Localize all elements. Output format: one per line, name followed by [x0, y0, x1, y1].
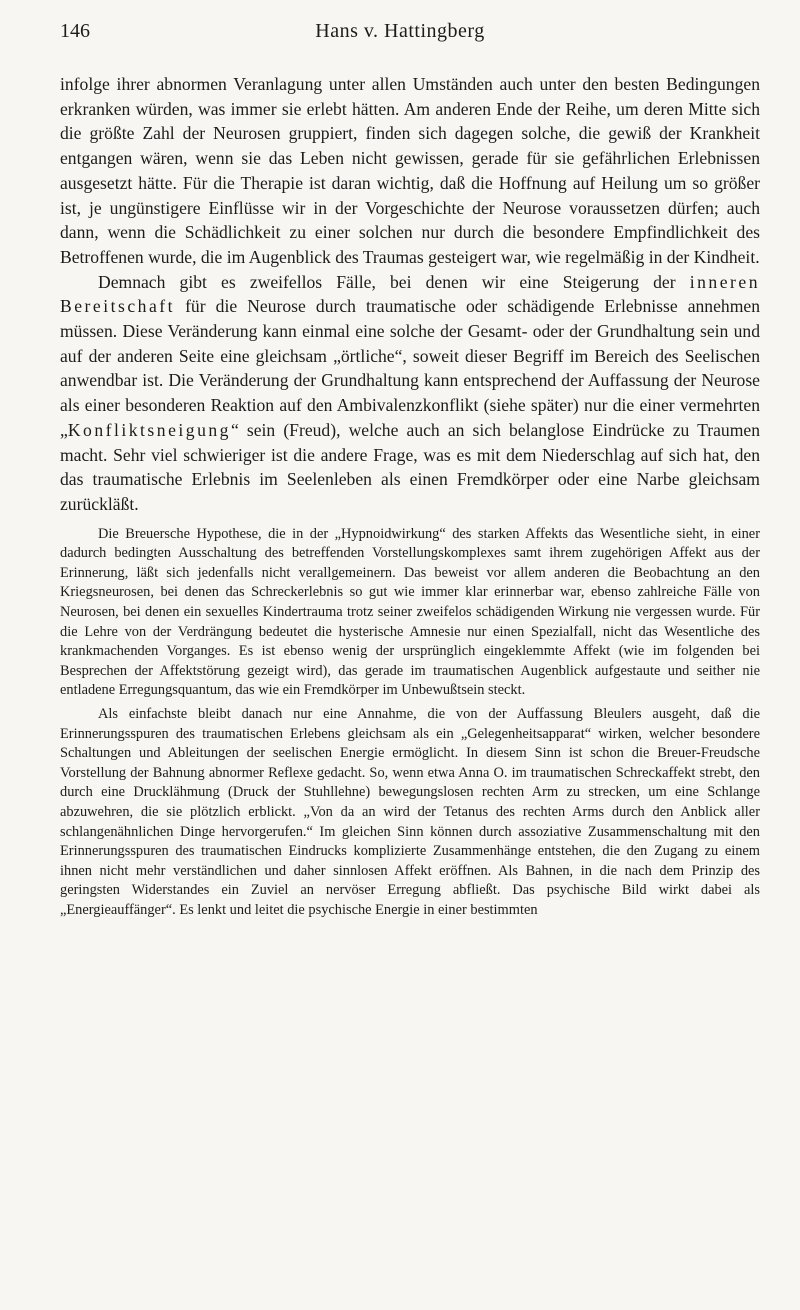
small-paragraph-1: [60, 525, 760, 701]
small-print-text: [60, 525, 760, 921]
paragraph-2-text-c: “ sein (Freud), welche auch an sich belanglose Eindrücke zu Traumen macht. Sehr viel schwieriger ist die andere Frage, was es mit dem Niederschlag auf sich hat, den das traumatische Erlebnis im Seelenleben als einen Fremdkörper oder eine Narbe gleichsam zurückläßt.: [60, 419, 760, 514]
paragraph-2-text-b: für die Neurose durch traumatische oder schädigende Erlebnisse annehmen müssen. Diese Veränderung kann einmal eine solche der Gesamt- oder der Grundhaltung sein und auf der anderen Seite eine gleichsam „örtliche“, soweit dieser Begriff im Bereich des Seelischen anwendbar ist. Die Veränderung der Grundhaltung kann entsprechend der Auffassung der Neurose als einer besonderen Reaktion auf den Ambivalenzkonflikt (siehe später) nur die einer vermehrten „: [60, 296, 760, 440]
paragraph-2: [60, 270, 760, 517]
paragraph-1-text: infolge ihrer abnormen Veranlagung unter allen Umständen auch unter den besten Bedingungen erkranken würden, was immer sie erlebt hätten. Am anderen Ende der Reihe, um deren Mitte sich die größte Zahl der Neurosen gruppiert, finden sich dagegen solche, die gewiß der Krankheit entgangen wären, wenn sie das Leben nicht gewissen, gerade für sie gefährlichen Erlebnissen ausgesetzt hätte. Für die Therapie ist daran wichtig, daß die Hoffnung auf Heilung um so größer ist, je ungünstigere Einflüsse wir in der Vorgeschichte der Neurose voraussetzen dürfen; auch dann, wenn die Schädlichkeit zu einer solchen nur durch die besondere Empfindlichkeit des Betroffenen wurde, die im Augenblick des Traumas gesteigert war, wie regelmäßig in der Kindheit.: [60, 74, 760, 267]
running-head: [60, 20, 740, 50]
running-title: Hans v. Hattingberg: [315, 20, 485, 42]
paragraph-2-text-a: Demnach gibt es zweifellos Fälle, bei denen wir eine Steigerung der: [98, 271, 690, 292]
paragraph-1: [60, 72, 760, 270]
spaced-term-konfliktsneigung: Konfliktsneigung: [67, 419, 231, 440]
page-number: 146: [60, 20, 90, 42]
small-paragraph-2-text: Als einfachste bleibt danach nur eine Annahme, die von der Auffassung Bleulers ausgeht, daß die Erinnerungsspuren des traumatischen Erlebens gleichsam als ein „Gelegenheitsapparat“ wirken, welcher besondere Schaltungen und Ableitungen der seelischen Energie ermöglicht. In diesem Sinn ist schon die Breuer-Freudsche Vorstellung der Bahnung abnormer Reflexe gedacht. So, wenn etwa Anna O. im traumatischen Schreckaffekt strebt, den durch eine Drucklähmung (Druck der Stuhllehne) bewegungslosen rechten Arm zu strecken, um eine Schlange abzuwehren, die sie plötzlich erblickt. „Von da an wird der Tetanus des rechten Arms durch den Anblick aller schlangenähnlichen Dinge hervorgerufen.“ Im gleichen Sinn können durch assoziative Zusammenschaltung mit den Erinnerungsspuren des traumatischen Eindrucks komplizierte Zusammenhänge entstehen, die den Zugang zu einem ihnen nicht mehr verständlichen und daher sinnlosen Affekt eröffnen. Als Bahnen, in die nach dem Prinzip des geringsten Widerstandes ein Zuviel an nervöser Erregung abfließt. Das psychische Bild wirkt dabei als „Energieauffänger“. Es lenkt und leitet die psychische Energie in einer bestimmten: [60, 706, 760, 918]
spaced-term-innere-bereitschaft: inneren Bereitschaft: [60, 271, 760, 317]
main-text: [60, 72, 760, 517]
body-text: [60, 72, 760, 925]
small-paragraph-1-text: Die Breuersche Hypothese, die in der „Hypnoidwirkung“ des starken Affekts das Wesentliche sieht, in einer dadurch bedingten Ausschaltung des betreffenden Vorstellungskomplexes samt ihrem zugehörigen Affekt aus der Erinnerung, läßt sich jedenfalls nicht verallgemeinern. Das beweist vor allem anderen die Beobachtung an den Kriegsneurosen, bei denen das Schreckerlebnis so gut wie immer klar erinnerbar war, ebenso zahlreiche Fälle von Neurosen, bei denen ein sexuelles Kindertrauma trotz seiner zweifelos schädigenden Wirkung nie vergessen wurde. Für die Lehre von der Verdrängung bedeutet die hysterische Amnesie nur einen Spezialfall, nicht das Wesentliche des krankmachenden Vorganges. Es ist ebenso wenig der ursprünglich eingeklemmte Affekt (wie im folgenden bei Besprechen der Affektstörung gezeigt wird), das gerade im traumatischen Augenblick aufgestaute und seither nie entladene Erregungsquantum, das wie ein Fremdkörper im Unbewußtsein steckt.: [60, 525, 760, 699]
small-paragraph-2: [60, 705, 760, 921]
